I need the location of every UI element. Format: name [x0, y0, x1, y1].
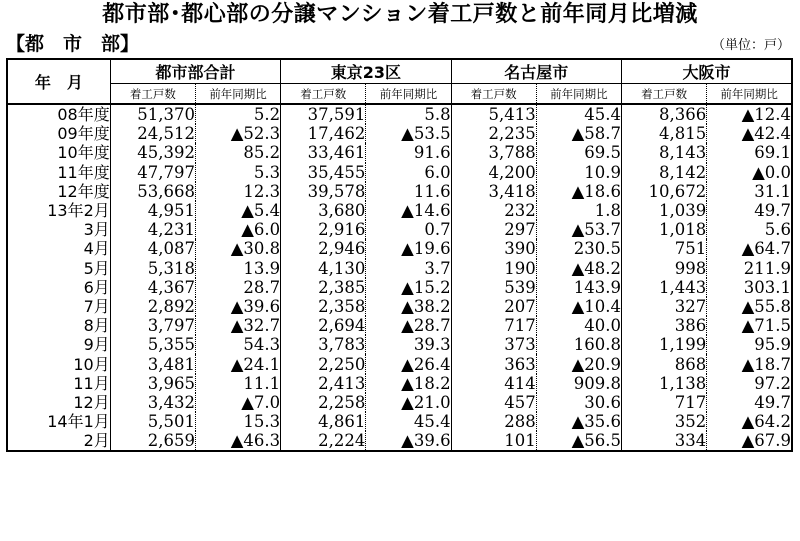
row-label: 11月 — [73, 373, 110, 393]
pct-cell: ▲53.5 — [366, 124, 451, 143]
pct-cell: ▲26.4 — [366, 354, 451, 373]
table-row — [7, 220, 792, 239]
count-cell: 190 — [451, 259, 536, 278]
subheader-pct: 前年同期比 — [707, 84, 792, 105]
pct-cell: ▲55.8 — [707, 297, 792, 316]
pct-cell: 3.7 — [366, 259, 451, 278]
count-cell: 363 — [451, 354, 536, 373]
count-cell: 2,385 — [281, 278, 366, 297]
pct-cell: 49.7 — [707, 201, 792, 220]
unit-label: （単位：戸） — [711, 38, 790, 53]
pct-cell: 160.8 — [536, 335, 621, 354]
pct-cell: 11.1 — [195, 374, 280, 393]
pct-cell: 5.2 — [195, 104, 280, 124]
pct-cell: ▲39.6 — [195, 297, 280, 316]
pct-cell: 39.3 — [366, 335, 451, 354]
pct-cell: 211.9 — [707, 259, 792, 278]
table-row — [7, 182, 792, 201]
pct-cell: 95.9 — [707, 335, 792, 354]
pct-cell: 5.8 — [366, 104, 451, 124]
pct-cell: 30.6 — [536, 393, 621, 412]
count-cell: 2,916 — [281, 220, 366, 239]
table-row — [7, 393, 792, 412]
count-cell: 45,392 — [110, 143, 195, 162]
pct-cell: ▲12.4 — [707, 104, 792, 124]
count-cell: 386 — [622, 316, 707, 335]
count-cell: 1,018 — [622, 220, 707, 239]
count-cell: 2,258 — [281, 393, 366, 412]
table-row — [7, 316, 792, 335]
row-label: 8月 — [83, 316, 110, 336]
pct-cell: ▲56.5 — [536, 431, 621, 451]
count-cell: 8,143 — [622, 143, 707, 162]
count-cell: 2,694 — [281, 316, 366, 335]
count-cell: 5,501 — [110, 412, 195, 431]
pct-cell: 143.9 — [536, 278, 621, 297]
count-cell: 297 — [451, 220, 536, 239]
data-table — [6, 58, 793, 452]
count-cell: 5,355 — [110, 335, 195, 354]
count-cell: 37,591 — [281, 104, 366, 124]
count-cell: 2,235 — [451, 124, 536, 143]
pct-cell: 12.3 — [195, 182, 280, 201]
count-cell: 868 — [622, 354, 707, 373]
row-label: 12年度 — [57, 181, 110, 201]
count-cell: 33,461 — [281, 143, 366, 162]
pct-cell: 13.9 — [195, 259, 280, 278]
count-cell: 352 — [622, 412, 707, 431]
pct-cell: 28.7 — [195, 278, 280, 297]
count-cell: 1,138 — [622, 374, 707, 393]
pct-cell: 85.2 — [195, 143, 280, 162]
subheader-pct: 前年同期比 — [366, 84, 451, 105]
pct-cell: 69.5 — [536, 143, 621, 162]
count-cell: 4,861 — [281, 412, 366, 431]
count-cell: 1,039 — [622, 201, 707, 220]
count-cell: 2,946 — [281, 239, 366, 258]
year-month-header: 年 月 — [7, 59, 110, 104]
count-cell: 2,250 — [281, 354, 366, 373]
pct-cell: ▲15.2 — [366, 278, 451, 297]
count-cell: 390 — [451, 239, 536, 258]
row-label: 11年度 — [57, 162, 110, 182]
region-header-osaka: 大阪市 — [622, 59, 793, 84]
count-cell: 457 — [451, 393, 536, 412]
region-header-tokyo-23: 東京23区 — [281, 59, 451, 84]
count-cell: 4,815 — [622, 124, 707, 143]
table-row — [7, 124, 792, 143]
count-cell: 414 — [451, 374, 536, 393]
count-cell: 3,418 — [451, 182, 536, 201]
count-cell: 4,367 — [110, 278, 195, 297]
count-cell: 998 — [622, 259, 707, 278]
count-cell: 3,432 — [110, 393, 195, 412]
pct-cell: ▲64.2 — [707, 412, 792, 431]
count-cell: 4,200 — [451, 163, 536, 182]
row-label: 14年1月 — [47, 412, 110, 432]
count-cell: 53,668 — [110, 182, 195, 201]
count-cell: 2,413 — [281, 374, 366, 393]
count-cell: 24,512 — [110, 124, 195, 143]
count-cell: 51,370 — [110, 104, 195, 124]
pct-cell: 5.6 — [707, 220, 792, 239]
pct-cell: 909.8 — [536, 374, 621, 393]
count-cell: 3,481 — [110, 354, 195, 373]
count-cell: 4,130 — [281, 259, 366, 278]
pct-cell: ▲46.3 — [195, 431, 280, 451]
pct-cell: ▲39.6 — [366, 431, 451, 451]
count-cell: 717 — [622, 393, 707, 412]
row-label: 4月 — [83, 239, 110, 259]
pct-cell: ▲42.4 — [707, 124, 792, 143]
pct-cell: ▲71.5 — [707, 316, 792, 335]
table-row — [7, 259, 792, 278]
count-cell: 8,142 — [622, 163, 707, 182]
pct-cell: ▲35.6 — [536, 412, 621, 431]
region-header-nagoya: 名古屋市 — [451, 59, 621, 84]
subheader-count: 着工戸数 — [281, 84, 366, 105]
count-cell: 3,965 — [110, 374, 195, 393]
pct-cell: 230.5 — [536, 239, 621, 258]
table-row — [7, 354, 792, 373]
pct-cell: 10.9 — [536, 163, 621, 182]
pct-cell: ▲10.4 — [536, 297, 621, 316]
pct-cell: ▲53.7 — [536, 220, 621, 239]
row-label: 3月 — [83, 220, 110, 240]
pct-cell: ▲32.7 — [195, 316, 280, 335]
pct-cell: ▲58.7 — [536, 124, 621, 143]
table-row — [7, 297, 792, 316]
row-label: 12月 — [73, 392, 110, 412]
count-cell: 47,797 — [110, 163, 195, 182]
count-cell: 2,358 — [281, 297, 366, 316]
pct-cell: ▲18.2 — [366, 374, 451, 393]
count-cell: 3,797 — [110, 316, 195, 335]
table-row — [7, 143, 792, 162]
table-row — [7, 278, 792, 297]
table-body — [7, 104, 792, 451]
count-cell: 5,318 — [110, 259, 195, 278]
count-cell: 207 — [451, 297, 536, 316]
subheader-pct: 前年同期比 — [536, 84, 621, 105]
count-cell: 4,087 — [110, 239, 195, 258]
count-cell: 10,672 — [622, 182, 707, 201]
table-row — [7, 163, 792, 182]
table-row — [7, 201, 792, 220]
row-label: 7月 — [83, 296, 110, 316]
count-cell: 2,224 — [281, 431, 366, 451]
pct-cell: 45.4 — [366, 412, 451, 431]
count-cell: 2,659 — [110, 431, 195, 451]
section-label: 【都 市 部】 — [6, 33, 140, 55]
row-label: 08年度 — [57, 105, 110, 125]
pct-cell: ▲14.6 — [366, 201, 451, 220]
subheader-count: 着工戸数 — [622, 84, 707, 105]
pct-cell: 49.7 — [707, 393, 792, 412]
table-row — [7, 431, 792, 451]
pct-cell: 303.1 — [707, 278, 792, 297]
count-cell: 1,443 — [622, 278, 707, 297]
table-row — [7, 374, 792, 393]
pct-cell: ▲20.9 — [536, 354, 621, 373]
row-label: 10年度 — [57, 143, 110, 163]
count-cell: 17,462 — [281, 124, 366, 143]
count-cell: 334 — [622, 431, 707, 451]
pct-cell: ▲21.0 — [366, 393, 451, 412]
pct-cell: 1.8 — [536, 201, 621, 220]
pct-cell: 54.3 — [195, 335, 280, 354]
pct-cell: ▲28.7 — [366, 316, 451, 335]
pct-cell: ▲30.8 — [195, 239, 280, 258]
count-cell: 373 — [451, 335, 536, 354]
count-cell: 3,788 — [451, 143, 536, 162]
subheader-count: 着工戸数 — [451, 84, 536, 105]
subheader-count: 着工戸数 — [110, 84, 195, 105]
pct-cell: 31.1 — [707, 182, 792, 201]
pct-cell: 91.6 — [366, 143, 451, 162]
pct-cell: ▲64.7 — [707, 239, 792, 258]
pct-cell: 97.2 — [707, 374, 792, 393]
count-cell: 751 — [622, 239, 707, 258]
count-cell: 717 — [451, 316, 536, 335]
count-cell: 39,578 — [281, 182, 366, 201]
count-cell: 4,231 — [110, 220, 195, 239]
row-label: 5月 — [83, 258, 110, 278]
pct-cell: ▲5.4 — [195, 201, 280, 220]
region-header-urban-total: 都市部合計 — [110, 59, 280, 84]
subheader-pct: 前年同期比 — [195, 84, 280, 105]
count-cell: 4,951 — [110, 201, 195, 220]
pct-cell: ▲67.9 — [707, 431, 792, 451]
row-label: 13年2月 — [47, 201, 110, 221]
pct-cell: 0.7 — [366, 220, 451, 239]
pct-cell: ▲48.2 — [536, 259, 621, 278]
count-cell: 327 — [622, 297, 707, 316]
pct-cell: 40.0 — [536, 316, 621, 335]
table-row — [7, 412, 792, 431]
pct-cell: 11.6 — [366, 182, 451, 201]
pct-cell: 5.3 — [195, 163, 280, 182]
pct-cell: ▲18.6 — [536, 182, 621, 201]
pct-cell: ▲18.7 — [707, 354, 792, 373]
table-row — [7, 239, 792, 258]
pct-cell: 15.3 — [195, 412, 280, 431]
pct-cell: 69.1 — [707, 143, 792, 162]
count-cell: 288 — [451, 412, 536, 431]
table-row — [7, 335, 792, 354]
table-row — [7, 104, 792, 124]
row-label: 6月 — [83, 277, 110, 297]
pct-cell: ▲52.3 — [195, 124, 280, 143]
pct-cell: ▲24.1 — [195, 354, 280, 373]
row-label: 09年度 — [57, 124, 110, 144]
pct-cell: 45.4 — [536, 104, 621, 124]
count-cell: 3,783 — [281, 335, 366, 354]
row-label: 9月 — [83, 335, 110, 355]
row-label: 2月 — [83, 431, 110, 451]
page-title: 都市部･都心部の分譲マンション着工戸数と前年同月比増減 — [102, 2, 698, 27]
pct-cell: ▲7.0 — [195, 393, 280, 412]
count-cell: 539 — [451, 278, 536, 297]
count-cell: 1,199 — [622, 335, 707, 354]
pct-cell: ▲19.6 — [366, 239, 451, 258]
pct-cell: ▲0.0 — [707, 163, 792, 182]
count-cell: 8,366 — [622, 104, 707, 124]
row-label: 10月 — [73, 354, 110, 374]
count-cell: 3,680 — [281, 201, 366, 220]
pct-cell: ▲6.0 — [195, 220, 280, 239]
pct-cell: ▲38.2 — [366, 297, 451, 316]
pct-cell: 6.0 — [366, 163, 451, 182]
count-cell: 2,892 — [110, 297, 195, 316]
count-cell: 5,413 — [451, 104, 536, 124]
count-cell: 35,455 — [281, 163, 366, 182]
count-cell: 232 — [451, 201, 536, 220]
count-cell: 101 — [451, 431, 536, 451]
